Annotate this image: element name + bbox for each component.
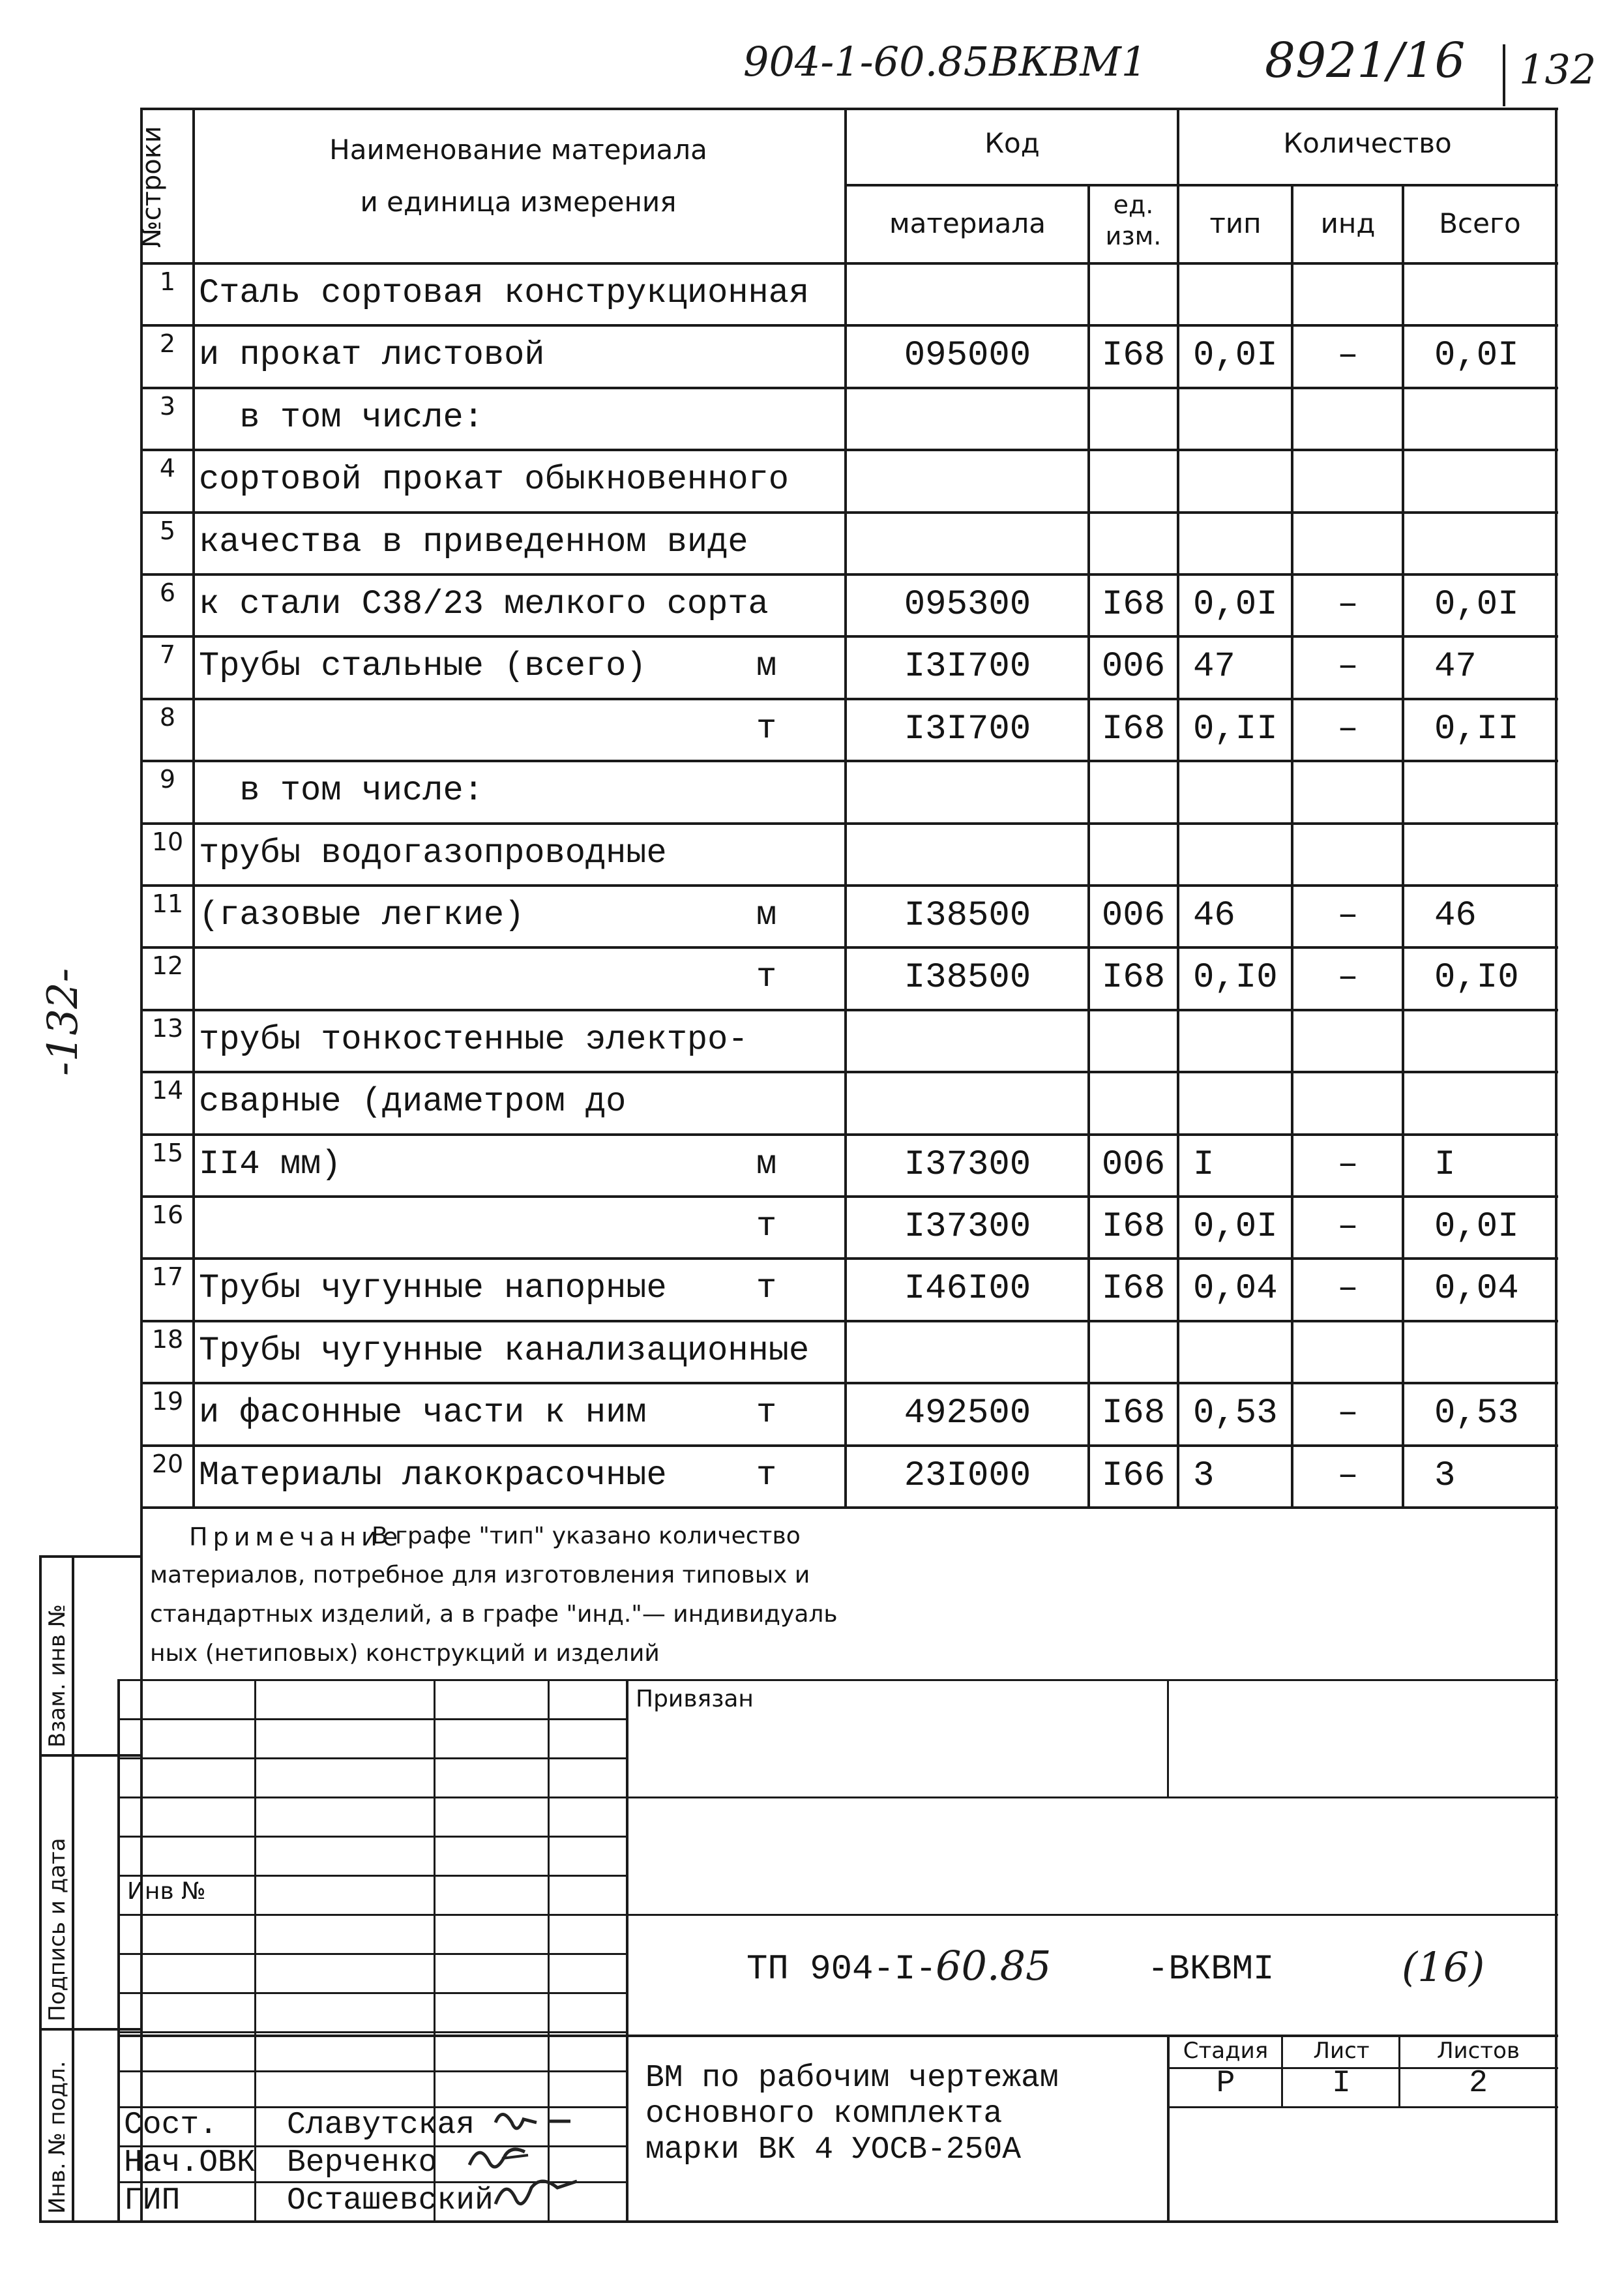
material-name: сортовой прокат обыкновенного	[199, 460, 789, 499]
material-code: 095000	[904, 336, 1031, 376]
material-name: Трубы стальные (всего)	[199, 647, 647, 686]
header-qty-type: тип	[1209, 207, 1262, 239]
signature-scribbles	[456, 2096, 639, 2220]
sheet-number-handwritten: 132	[1519, 46, 1597, 93]
material-name: в том числе:	[199, 398, 484, 437]
stage-label: Стадия	[1183, 2038, 1269, 2064]
row-number: 13	[151, 1013, 184, 1043]
material-code: I37300	[904, 1144, 1031, 1185]
unit-code: I68	[1101, 1269, 1166, 1309]
material-name: в том числе:	[199, 771, 484, 811]
privyazan-label: Привязан	[636, 1686, 754, 1712]
header-name-line1: Наименование материала	[329, 134, 707, 166]
unit-mark: м	[756, 647, 777, 686]
note-line1: В графе "тип" указано количество	[372, 1523, 801, 1549]
unit-mark: т	[756, 958, 777, 997]
doc-title-line1: ВМ по рабочим чертежам	[645, 2061, 1059, 2096]
material-name: трубы тонкостенные электро-	[199, 1020, 748, 1059]
row-number: 5	[159, 516, 176, 545]
row-number: 4	[159, 454, 176, 483]
qty-ind: –	[1337, 896, 1359, 936]
qty-total: 0,II	[1434, 709, 1519, 749]
material-name: Трубы чугунные напорные	[199, 1269, 667, 1308]
qty-type: 3	[1193, 1455, 1215, 1496]
material-code: I38500	[904, 896, 1031, 936]
qty-total: 0,I0	[1434, 958, 1519, 998]
unit-mark: т	[756, 1455, 777, 1495]
material-name: II4 мм)	[199, 1144, 342, 1184]
unit-code: I66	[1101, 1455, 1166, 1496]
doc-code-handwritten: 904-1-60.85ВКВМ1	[743, 38, 1147, 85]
row-number: 16	[151, 1200, 184, 1229]
row-number: 15	[151, 1138, 184, 1167]
qty-total: I	[1434, 1144, 1456, 1185]
header-quantity: Количество	[1283, 127, 1452, 159]
unit-code: 006	[1101, 647, 1166, 687]
unit-mark: м	[756, 896, 777, 934]
doc-code-hand: 60.85	[936, 1942, 1052, 1990]
row-number: 17	[151, 1262, 184, 1292]
qty-type: 47	[1193, 647, 1235, 687]
row-number: 14	[151, 1076, 184, 1105]
qty-type: 0,0I	[1193, 585, 1278, 625]
row-number: 11	[151, 889, 184, 918]
material-code: 492500	[904, 1394, 1031, 1434]
qty-ind: –	[1337, 709, 1359, 749]
header-unit-line2: изм.	[1105, 222, 1162, 250]
unit-code: I68	[1101, 958, 1166, 998]
qty-total: 3	[1434, 1455, 1456, 1496]
note-line2: материалов, потребное для изготовления типовых и	[150, 1562, 810, 1588]
material-name: Сталь сортовая конструкционная	[199, 274, 810, 312]
doc-title-line3: марки ВК 4 УОСВ-250А	[645, 2132, 1022, 2168]
qty-type: 0,II	[1193, 709, 1278, 749]
note-line3: стандартных изделий, а в графе "инд."— индивидуаль	[150, 1601, 838, 1628]
material-code: I3I700	[904, 709, 1031, 749]
material-name: качества в приведенном виде	[199, 522, 748, 561]
material-name: к стали С38/23 мелкого сорта	[199, 585, 769, 623]
qty-type: 0,04	[1193, 1269, 1278, 1309]
header-row-number: №строки	[137, 126, 167, 248]
qty-type: 0,0I	[1193, 1207, 1278, 1247]
material-name: и прокат листовой	[199, 336, 545, 375]
qty-ind: –	[1337, 1455, 1359, 1496]
qty-type: 0,53	[1193, 1394, 1278, 1434]
sheet-label: Лист	[1313, 2038, 1370, 2064]
sheets-label: Листов	[1436, 2038, 1520, 2064]
unit-code: I68	[1101, 336, 1166, 376]
material-name: и фасонные части к ним	[199, 1394, 647, 1433]
side-label-vzam: Взам. инв №	[44, 1603, 70, 1748]
qty-total: 0,0I	[1434, 1207, 1519, 1247]
note-label: Примечание	[189, 1523, 404, 1551]
signer-role: Нач.ОВК	[124, 2145, 256, 2181]
row-number: 12	[151, 951, 184, 981]
qty-total: 0,53	[1434, 1394, 1519, 1434]
unit-code: I68	[1101, 709, 1166, 749]
qty-type: 46	[1193, 896, 1235, 936]
unit-mark: м	[756, 1144, 777, 1184]
qty-ind: –	[1337, 1394, 1359, 1434]
doc-sheet-hand: (16)	[1402, 1943, 1485, 1991]
unit-mark: т	[756, 709, 777, 748]
side-page-mark: -132-	[39, 968, 87, 1076]
qty-ind: –	[1337, 958, 1359, 998]
unit-code: I68	[1101, 1207, 1166, 1247]
stage-value: Р	[1216, 2066, 1235, 2101]
doc-code-suffix: -ВКВМI	[1147, 1950, 1275, 1990]
material-name: трубы водогазопроводные	[199, 833, 667, 872]
row-number: 1	[159, 267, 176, 296]
unit-code: I68	[1101, 585, 1166, 625]
unit-code: 006	[1101, 896, 1166, 936]
qty-total: 0,04	[1434, 1269, 1519, 1309]
row-number: 3	[159, 391, 176, 421]
row-number: 6	[159, 578, 176, 607]
material-code: I3I700	[904, 647, 1031, 687]
inv-no-label: Инв №	[127, 1878, 206, 1905]
signer-name: Осташевский	[287, 2183, 494, 2218]
material-code: I38500	[904, 958, 1031, 998]
material-code: I46I00	[904, 1269, 1031, 1309]
row-number: 20	[151, 1449, 184, 1478]
row-number: 9	[159, 765, 176, 794]
signer-name: Славутская	[287, 2108, 475, 2143]
material-code: I37300	[904, 1207, 1031, 1247]
material-code: 23I000	[904, 1455, 1031, 1496]
unit-mark: т	[756, 1394, 777, 1433]
row-number: 8	[159, 702, 176, 732]
row-number: 19	[151, 1387, 184, 1416]
row-number: 18	[151, 1324, 184, 1354]
doc-code-prefix: ТП 904-I-	[746, 1950, 937, 1990]
qty-ind: –	[1337, 585, 1359, 625]
qty-type: 0,0I	[1193, 336, 1278, 376]
header-code: Код	[984, 127, 1040, 159]
header-unit-line1: ед.	[1113, 190, 1154, 219]
unit-mark: т	[756, 1207, 777, 1245]
qty-total: 46	[1434, 896, 1477, 936]
qty-type: 0,I0	[1193, 958, 1278, 998]
signer-role: Сост.	[124, 2108, 218, 2143]
note-line4: ных (нетиповых) конструкций и изделий	[150, 1640, 660, 1667]
sheets-value: 2	[1469, 2066, 1488, 2101]
side-label-inv-podl: Инв. № подл.	[44, 2061, 70, 2214]
material-name: сварные (диаметром до	[199, 1082, 627, 1122]
unit-code: 006	[1101, 1144, 1166, 1185]
material-code: 095300	[904, 585, 1031, 625]
row-number: 10	[151, 827, 184, 856]
doc-title-line2: основного комплекта	[645, 2096, 1003, 2132]
material-name: (газовые легкие)	[199, 896, 525, 934]
unit-mark: т	[756, 1269, 777, 1308]
header-code-material: материала	[889, 207, 1046, 239]
sheet-value: I	[1332, 2066, 1351, 2101]
doc-number-handwritten: 8921/16	[1265, 33, 1466, 89]
header-divider	[1503, 44, 1505, 106]
material-name: Трубы чугунные канализационные	[199, 1331, 810, 1370]
signer-role: ГИП	[124, 2183, 181, 2218]
qty-type: I	[1193, 1144, 1215, 1185]
row-number: 7	[159, 640, 176, 670]
qty-ind: –	[1337, 1144, 1359, 1185]
signer-name: Верченко	[287, 2145, 437, 2181]
row-number: 2	[159, 329, 176, 359]
header-qty-ind: инд	[1320, 207, 1376, 239]
unit-code: I68	[1101, 1394, 1166, 1434]
header-qty-total: Всего	[1439, 207, 1521, 239]
qty-total: 0,0I	[1434, 585, 1519, 625]
header-name-line2: и единица измерения	[360, 186, 677, 218]
material-name: Материалы лакокрасочные	[199, 1455, 667, 1495]
qty-ind: –	[1337, 647, 1359, 687]
qty-ind: –	[1337, 1269, 1359, 1309]
side-label-podpis: Подпись и дата	[44, 1838, 70, 2021]
qty-total: 47	[1434, 647, 1477, 687]
qty-total: 0,0I	[1434, 336, 1519, 376]
qty-ind: –	[1337, 1207, 1359, 1247]
qty-ind: –	[1337, 336, 1359, 376]
